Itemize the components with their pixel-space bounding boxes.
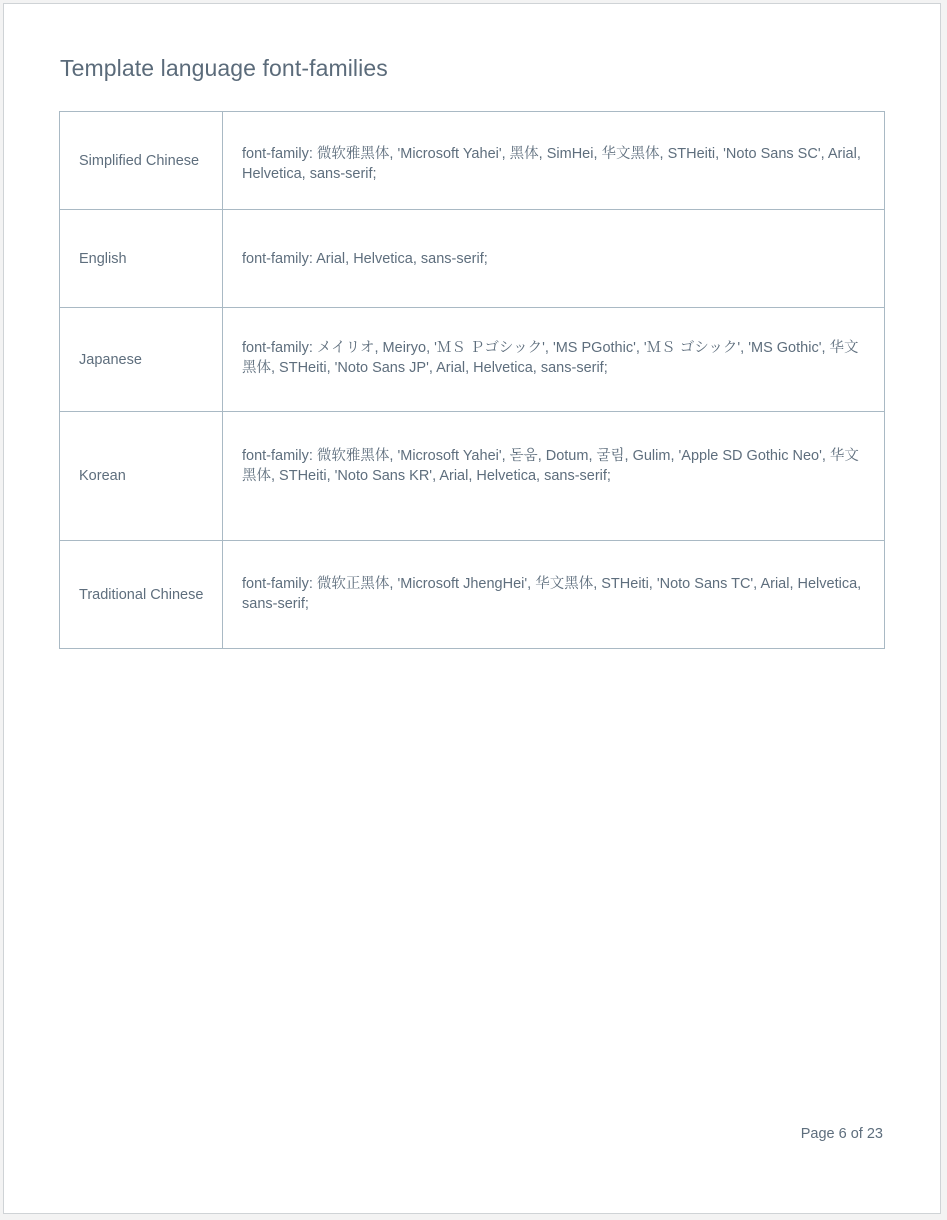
font-family-cell (223, 112, 885, 210)
table-row (60, 210, 885, 308)
font-family-cell (223, 210, 885, 308)
font-family-text: font-family: Arial, Helvetica, sans-serif; (242, 250, 488, 267)
font-family-text: font-family: 微软雅黑体, 'Microsoft Yahei', 돋움, Dotum, 굴림, Gulim, 'Apple SD Gothic Neo', 华文黑体, STHeiti, 'Noto Sans KR', Arial, Helvetica, sans-serif; (242, 448, 859, 484)
font-family-text: font-family: 微软雅黑体, 'Microsoft Yahei', 黑体, SimHei, 华文黑体, STHeiti, 'Noto Sans SC', Arial, Helvetica, sans-serif; (242, 146, 861, 182)
language-cell: Simplified Chinese (60, 112, 223, 210)
document-page (3, 3, 941, 1214)
font-family-cell (223, 541, 885, 649)
language-cell: Traditional Chinese (60, 541, 223, 649)
language-cell: Japanese (60, 308, 223, 412)
table-row (60, 412, 885, 541)
font-family-text: font-family: 微软正黑体, 'Microsoft JhengHei', 华文黑体, STHeiti, 'Noto Sans TC', Arial, Helvetica, sans-serif; (242, 576, 862, 612)
table-row (60, 112, 885, 210)
table-row (60, 541, 885, 649)
language-cell: English (60, 210, 223, 308)
language-cell: Korean (60, 412, 223, 541)
page-number: Page 6 of 23 (800, 1126, 883, 1142)
font-family-table (59, 111, 885, 649)
font-family-cell (223, 308, 885, 412)
font-family-text: font-family: メイリオ, Meiryo, 'ＭＳ Ｐゴシック', 'MS PGothic', 'ＭＳ ゴシック', 'MS Gothic', 华文黑体, STHeiti, 'Noto Sans JP', Arial, Helvetica, sans-serif; (242, 340, 859, 376)
table-row (60, 308, 885, 412)
page-title: Template language font-families (60, 55, 388, 81)
font-family-cell (223, 412, 885, 541)
